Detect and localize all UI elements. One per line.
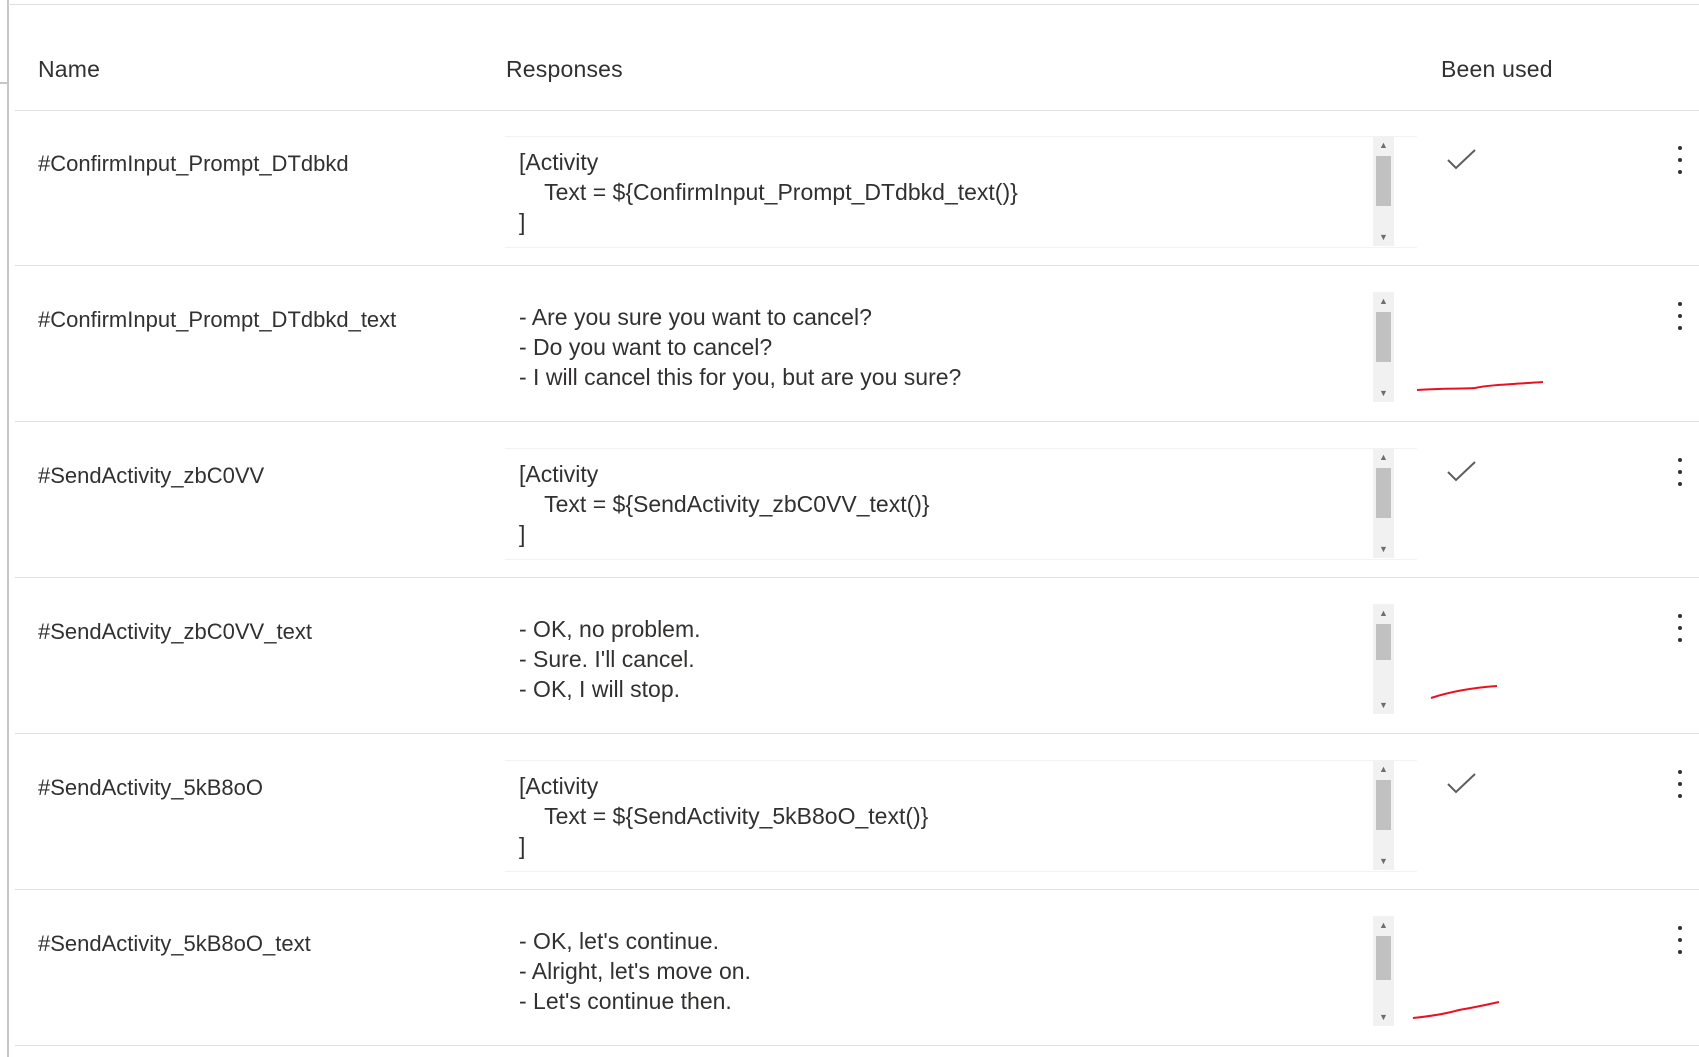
row-name: #SendActivity_5kB8oO_text — [38, 931, 311, 956]
row-name: #ConfirmInput_Prompt_DTdbkd_text — [38, 307, 397, 332]
response-line: - OK, let's continue. — [519, 928, 719, 954]
scroll-up-arrow-icon[interactable]: ▲ — [1379, 140, 1388, 150]
response-editor[interactable] — [505, 916, 1417, 1026]
more-vertical-icon[interactable] — [1670, 612, 1690, 646]
checkmark-icon — [1445, 146, 1479, 174]
scroll-down-arrow-icon[interactable]: ▼ — [1379, 544, 1388, 554]
table-row[interactable] — [15, 734, 1699, 890]
response-line: ] — [519, 209, 526, 235]
table-row[interactable] — [15, 266, 1699, 422]
response-line: [Activity — [519, 461, 599, 487]
response-line: - Sure. I'll cancel. — [519, 646, 695, 672]
scroll-thumb[interactable] — [1376, 156, 1391, 206]
scroll-down-arrow-icon[interactable]: ▼ — [1379, 1012, 1388, 1022]
more-vertical-icon[interactable] — [1670, 144, 1690, 178]
row-name: #ConfirmInput_Prompt_DTdbkd — [38, 151, 349, 176]
response-line: - Do you want to cancel? — [519, 334, 773, 360]
response-line: Text = ${SendActivity_zbC0VV_text()} — [519, 491, 930, 517]
more-vertical-icon[interactable] — [1670, 300, 1690, 334]
scroll-thumb[interactable] — [1376, 624, 1391, 660]
response-scrollbar[interactable] — [1373, 136, 1394, 246]
column-header-name[interactable]: Name — [38, 56, 101, 82]
response-scrollbar[interactable] — [1373, 448, 1394, 558]
response-editor[interactable] — [505, 136, 1417, 248]
more-vertical-icon[interactable] — [1670, 456, 1690, 490]
rail-divider — [0, 82, 8, 84]
table-row[interactable] — [15, 578, 1699, 734]
response-scrollbar[interactable] — [1373, 916, 1394, 1026]
more-vertical-icon[interactable] — [1670, 924, 1690, 958]
scroll-thumb[interactable] — [1376, 312, 1391, 362]
response-line: - OK, I will stop. — [519, 676, 681, 702]
scroll-thumb[interactable] — [1376, 468, 1391, 518]
scroll-up-arrow-icon[interactable]: ▲ — [1379, 764, 1388, 774]
scroll-down-arrow-icon[interactable]: ▼ — [1379, 700, 1388, 710]
response-scrollbar[interactable] — [1373, 760, 1394, 870]
table-row[interactable] — [15, 110, 1699, 266]
scroll-up-arrow-icon[interactable]: ▲ — [1379, 296, 1388, 306]
red-annotation-mark — [1429, 676, 1569, 706]
response-line: - Let's continue then. — [519, 988, 732, 1014]
scroll-down-arrow-icon[interactable]: ▼ — [1379, 232, 1388, 242]
checkmark-icon — [1445, 458, 1479, 486]
response-editor[interactable] — [505, 604, 1417, 708]
response-line: - I will cancel this for you, but are you sure? — [519, 364, 962, 390]
response-line: ] — [519, 833, 526, 859]
response-editor[interactable] — [505, 292, 1417, 402]
scroll-down-arrow-icon[interactable]: ▼ — [1379, 388, 1388, 398]
response-line: - Alright, let's move on. — [519, 958, 751, 984]
response-line: Text = ${SendActivity_5kB8oO_text()} — [519, 803, 929, 829]
red-annotation-mark — [1411, 996, 1551, 1026]
left-rail — [0, 0, 9, 1057]
response-scrollbar[interactable] — [1373, 604, 1394, 714]
scroll-up-arrow-icon[interactable]: ▲ — [1379, 920, 1388, 930]
response-line: [Activity — [519, 149, 599, 175]
response-line: ] — [519, 521, 526, 547]
table-row[interactable] — [15, 890, 1699, 1046]
response-line: - Are you sure you want to cancel? — [519, 304, 872, 330]
response-line: [Activity — [519, 773, 599, 799]
response-line: - OK, no problem. — [519, 616, 701, 642]
checkmark-icon — [1445, 770, 1479, 798]
red-annotation-mark — [1415, 368, 1555, 398]
column-header-responses[interactable]: Responses — [506, 56, 623, 82]
scroll-up-arrow-icon[interactable]: ▲ — [1379, 608, 1388, 618]
scroll-up-arrow-icon[interactable]: ▲ — [1379, 452, 1388, 462]
row-name: #SendActivity_5kB8oO — [38, 775, 264, 800]
response-editor[interactable] — [505, 448, 1417, 560]
column-header-been-used[interactable]: Been used — [1441, 56, 1553, 82]
response-line: Text = ${ConfirmInput_Prompt_DTdbkd_text()} — [519, 179, 1018, 205]
row-name: #SendActivity_zbC0VV — [38, 463, 265, 488]
more-vertical-icon[interactable] — [1670, 768, 1690, 802]
table-row[interactable] — [15, 422, 1699, 578]
response-scrollbar[interactable] — [1373, 292, 1394, 402]
scroll-thumb[interactable] — [1376, 780, 1391, 830]
response-editor[interactable] — [505, 760, 1417, 872]
scroll-thumb[interactable] — [1376, 936, 1391, 980]
scroll-down-arrow-icon[interactable]: ▼ — [1379, 856, 1388, 866]
table-header — [15, 0, 1699, 111]
row-name: #SendActivity_zbC0VV_text — [38, 619, 312, 644]
